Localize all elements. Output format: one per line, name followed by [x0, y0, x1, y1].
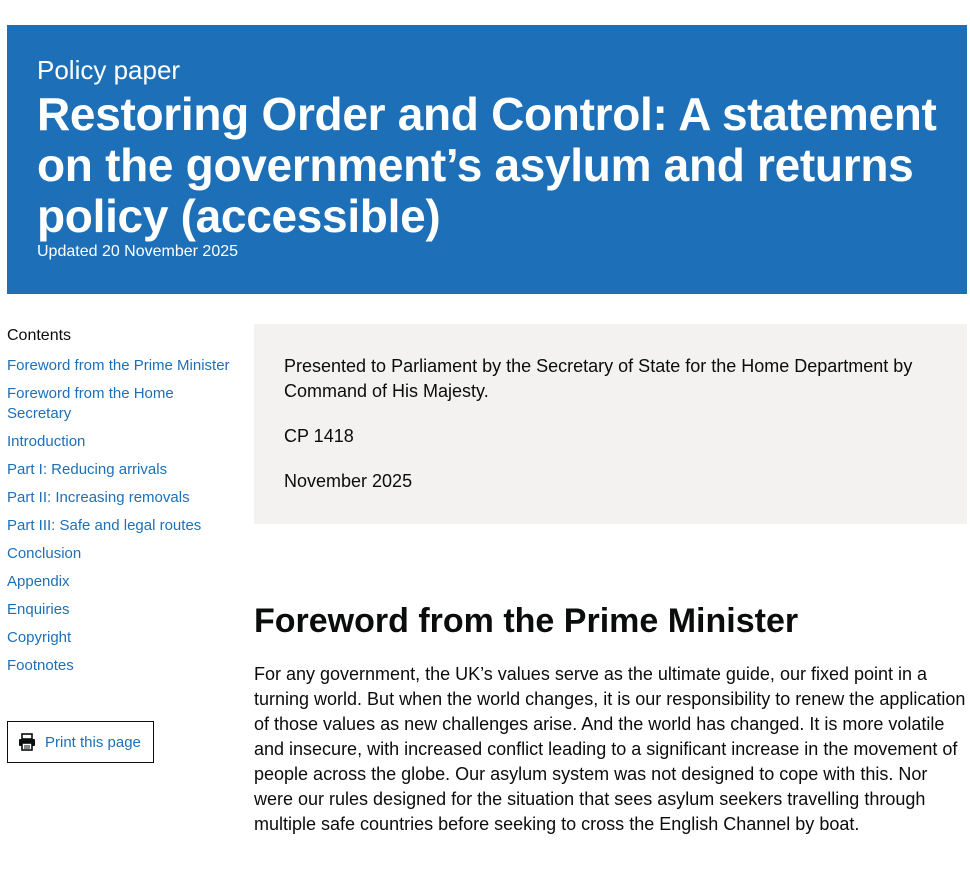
contents-link-introduction[interactable]: Introduction — [7, 433, 86, 450]
updated-date: Updated 20 November 2025 — [37, 243, 239, 260]
contents-link-foreword-home-secretary[interactable]: Foreword from the Home Secretary — [7, 385, 174, 422]
print-page-label: Print this page — [45, 733, 141, 751]
contents-link-appendix[interactable]: Appendix — [7, 573, 70, 590]
print-page-button[interactable] — [7, 721, 154, 763]
command-paper-number: CP 1418 — [284, 426, 354, 446]
printer-icon — [18, 733, 36, 751]
contents-link-part-3[interactable]: Part III: Safe and legal routes — [7, 517, 202, 534]
contents-link-part-1[interactable]: Part I: Reducing arrivals — [7, 461, 168, 478]
contents-list — [7, 356, 237, 676]
contents-link-conclusion[interactable]: Conclusion — [7, 545, 82, 562]
contents-nav — [7, 326, 237, 684]
section-heading: Foreword from the Prime Minister — [254, 602, 799, 640]
presented-panel — [254, 324, 967, 524]
contents-link-foreword-pm[interactable]: Foreword from the Prime Minister — [7, 357, 230, 374]
document-type: Policy paper — [37, 55, 181, 85]
presented-statement: Presented to Parliament by the Secretary of State for the Home Department by Command of His Majesty. — [284, 356, 913, 401]
contents-link-part-2[interactable]: Part II: Increasing removals — [7, 489, 190, 506]
contents-link-copyright[interactable]: Copyright — [7, 629, 72, 646]
contents-title: Contents — [7, 327, 72, 344]
contents-link-footnotes[interactable]: Footnotes — [7, 657, 74, 674]
publication-date: November 2025 — [284, 471, 413, 491]
title-banner — [7, 25, 967, 294]
page-title: Restoring Order and Control: A statement on the government’s asylum and returns policy (accessible) — [37, 88, 937, 242]
main-content — [254, 600, 967, 861]
contents-link-enquiries[interactable]: Enquiries — [7, 601, 70, 618]
body-paragraph: For any government, the UK’s values serve as the ultimate guide, our fixed point in a turning world. But when the world changes, it is our responsibility to renew the application of those values as new challenges arise. And the world has changed. It is more volatile and insecure, with increased conflict leading to a significant increase in the movement of people across the globe. Our asylum system was not designed to cope with this. Nor were our rules designed for the situation that sees asylum seekers travelling through multiple safe countries before seeking to cross the English Channel by boat. — [254, 664, 966, 834]
